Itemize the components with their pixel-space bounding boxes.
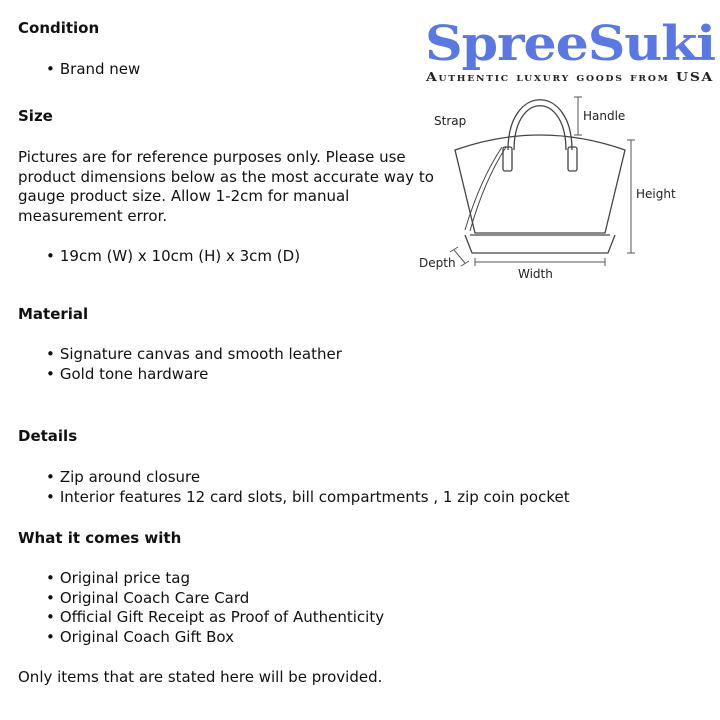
handle-tab-right: [568, 147, 577, 171]
condition-list: [46, 60, 140, 80]
depth-dimension-line: [454, 250, 465, 263]
depth-label: Depth: [419, 256, 456, 270]
bag-strap: [465, 147, 502, 230]
bag-strap: [470, 147, 506, 231]
size-description-line: gauge product size. Allow 1-2cm for manual: [18, 187, 350, 205]
handle-tab-left: [503, 147, 512, 171]
footer-note: Only items that are stated here will be provided.: [18, 668, 383, 686]
details-list: [46, 468, 570, 507]
size-heading: Size: [18, 107, 53, 125]
list-item: • 19cm (W) x 10cm (H) x 3cm (D): [46, 247, 300, 267]
list-item: • Original price tag: [46, 569, 384, 589]
list-item: • Original Coach Gift Box: [46, 628, 384, 648]
list-item: • Signature canvas and smooth leather: [46, 345, 342, 365]
strap-label: Strap: [434, 114, 467, 128]
material-heading: Material: [18, 305, 89, 323]
size-description: [18, 148, 434, 226]
list-item: • Brand new: [46, 60, 140, 80]
list-item: • Zip around closure: [46, 468, 570, 488]
size-description-line: product dimensions below as the most accurate way to: [18, 167, 434, 186]
size-description-line: measurement error.: [18, 206, 168, 225]
size-description-line: Pictures are for reference purposes only. Please use: [18, 148, 406, 166]
bag-handle-inner: [514, 106, 566, 150]
bag-dimension-diagram: [410, 85, 710, 290]
width-label: Width: [518, 267, 553, 281]
list-item: • Gold tone hardware: [46, 365, 342, 385]
comes-with-list: [46, 569, 384, 647]
handle-label: Handle: [583, 109, 626, 123]
logo-brand: SpreeSuki: [425, 16, 716, 72]
comes-with-heading: What it comes with: [18, 529, 182, 547]
logo-tagline: Authentic luxury goods from USA: [424, 70, 714, 84]
list-item: • Interior features 12 card slots, bill compartments , 1 zip coin pocket: [46, 488, 570, 508]
material-list: [46, 345, 342, 384]
list-item: • Official Gift Receipt as Proof of Authenticity: [46, 608, 384, 628]
spreesuki-logo: [420, 10, 720, 90]
size-list: [46, 247, 300, 267]
list-item: • Original Coach Care Card: [46, 589, 384, 609]
condition-heading: Condition: [18, 19, 100, 37]
bag-body: [455, 135, 625, 233]
bag-base: [465, 235, 615, 253]
height-label: Height: [636, 187, 676, 201]
details-heading: Details: [18, 427, 78, 445]
